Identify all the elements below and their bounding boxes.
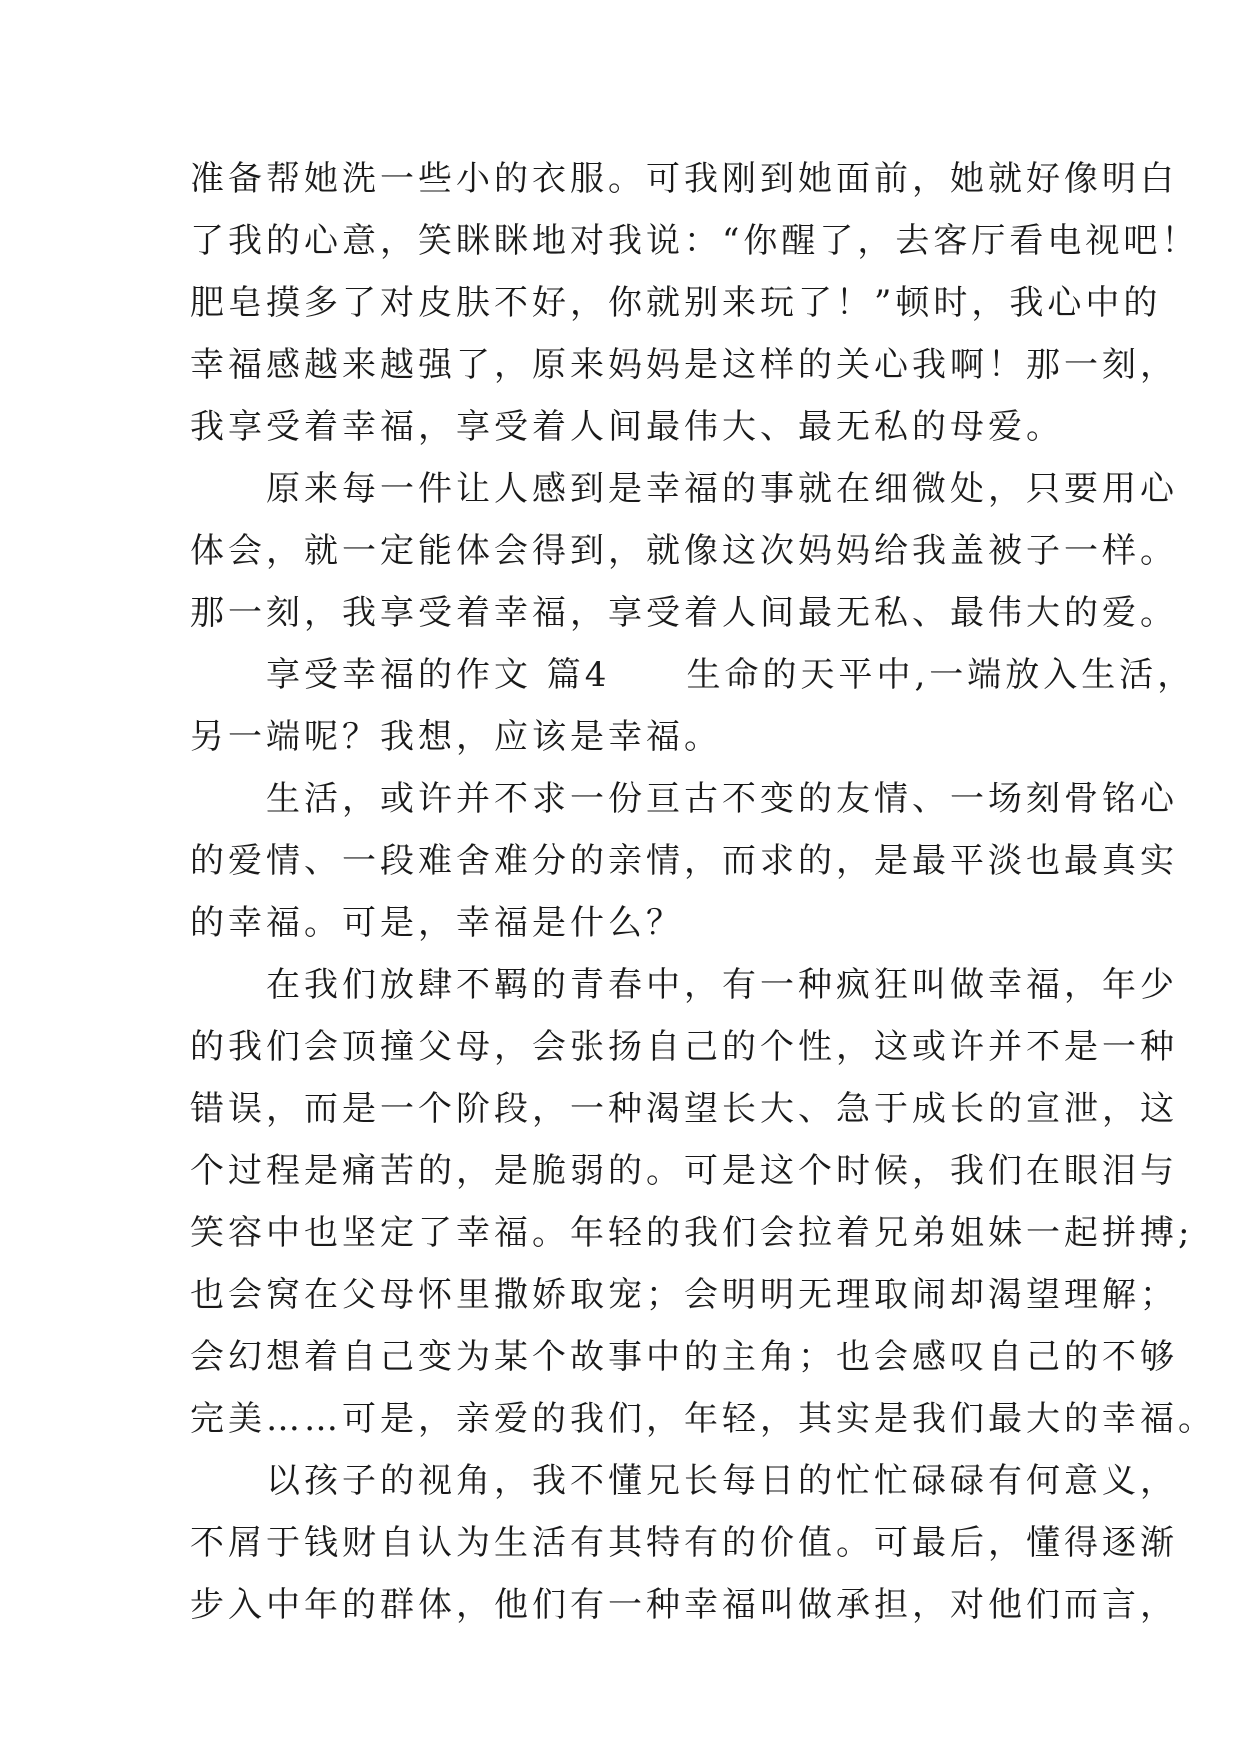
text-line: 个过程是痛苦的，是脆弱的。可是这个时候，我们在眼泪与 [190, 1151, 1178, 1191]
text-line: 生活，或许并不求一份亘古不变的友情、一场刻骨铭心 [190, 779, 1178, 819]
text-line: 准备帮她洗一些小的衣服。可我刚到她面前，她就好像明白 [190, 159, 1178, 199]
text-line: 享受幸福的作文 篇4 生命的天平中,一端放入生活， [190, 655, 1196, 695]
text-line: 另一端呢？我想，应该是幸福。 [190, 717, 722, 757]
text-line: 在我们放肆不羁的青春中，有一种疯狂叫做幸福，年少 [190, 965, 1178, 1005]
text-line: 肥皂摸多了对皮肤不好，你就别来玩了！”顿时，我心中的 [190, 283, 1162, 323]
text-line: 体会，就一定能体会得到，就像这次妈妈给我盖被子一样。 [190, 531, 1178, 571]
text-line: 原来每一件让人感到是幸福的事就在细微处，只要用心 [190, 469, 1178, 509]
text-line: 的幸福。可是，幸福是什么？ [190, 903, 684, 943]
text-line: 会幻想着自己变为某个故事中的主角；也会感叹自己的不够 [190, 1337, 1178, 1377]
text-line: 了我的心意，笑眯眯地对我说：“你醒了，去客厅看电视吧！ [190, 221, 1200, 261]
text-line: 不屑于钱财自认为生活有其特有的价值。可最后，懂得逐渐 [190, 1523, 1178, 1563]
text-line: 那一刻，我享受着幸福，享受着人间最无私、最伟大的爱。 [190, 593, 1178, 633]
text-line: 幸福感越来越强了，原来妈妈是这样的关心我啊！那一刻， [190, 345, 1178, 385]
essay-text [190, 148, 1216, 1636]
text-line: 笑容中也坚定了幸福。年轻的我们会拉着兄弟姐妹一起拼搏; [190, 1213, 1194, 1253]
text-line: 错误，而是一个阶段，一种渴望长大、急于成长的宣泄，这 [190, 1089, 1178, 1129]
text-line: 也会窝在父母怀里撒娇取宠；会明明无理取闹却渴望理解； [190, 1275, 1178, 1315]
text-line: 我享受着幸福，享受着人间最伟大、最无私的母爱。 [190, 407, 1064, 447]
text-line: 的爱情、一段难舍难分的亲情，而求的，是最平淡也最真实 [190, 841, 1178, 881]
text-line: 以孩子的视角，我不懂兄长每日的忙忙碌碌有何意义， [190, 1461, 1178, 1501]
text-line: 的我们会顶撞父母，会张扬自己的个性，这或许并不是一种 [190, 1027, 1178, 1067]
text-line: 步入中年的群体，他们有一种幸福叫做承担，对他们而言， [190, 1585, 1178, 1625]
text-line: 完美……可是，亲爱的我们，年轻，其实是我们最大的幸福。 [190, 1399, 1216, 1439]
